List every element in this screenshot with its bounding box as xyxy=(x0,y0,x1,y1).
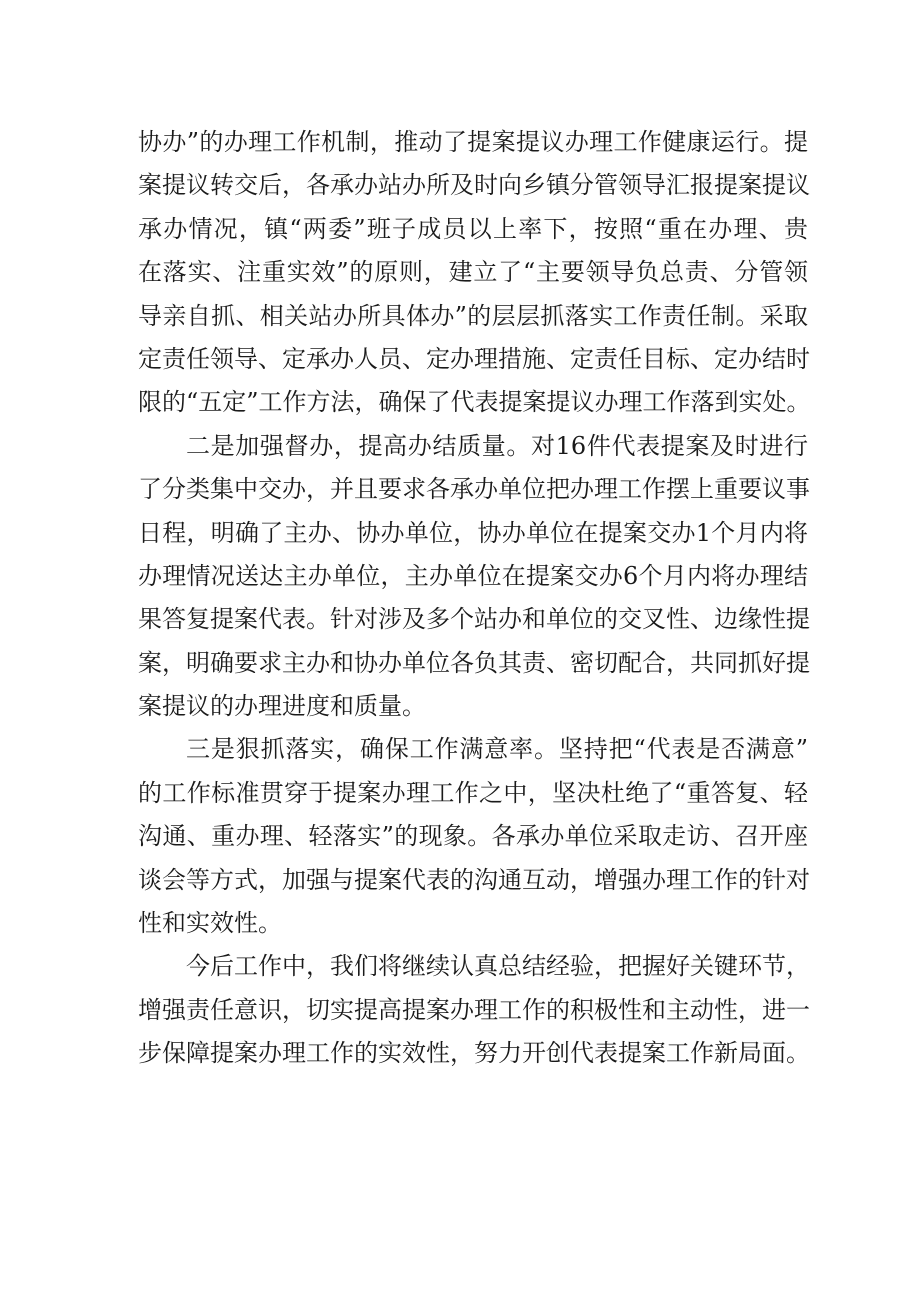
text-line: 限的“五定”工作方法，确保了代表提案提议办理工作落到实处。 xyxy=(138,388,811,417)
text-line: 沟通、重办理、轻落实”的现象。各承办单位采取走访、召开座 xyxy=(138,822,808,851)
text-line: 性和实效性。 xyxy=(138,909,282,938)
text-line: 案提议的办理进度和质量。 xyxy=(138,692,426,721)
text-line: 协办”的办理工作机制，推动了提案提议办理工作健康运行。提 xyxy=(138,128,808,156)
text-line: 三是狠抓落实，确保工作满意率。坚持把“代表是否满意” xyxy=(186,735,808,764)
text-line: 了分类集中交办，并且要求各承办单位把办理工作摆上重要议事 xyxy=(138,475,810,504)
text-line: 步保障提案办理工作的实效性，努力开创代表提案工作新局面。 xyxy=(138,1039,810,1068)
text-line: 日程，明确了主办、协办单位，协办单位在提案交办1个月内将 xyxy=(138,518,808,547)
text-line: 办理情况送达主办单位，主办单位在提案交办6个月内将办理结 xyxy=(138,561,808,590)
text-line: 今后工作中，我们将继续认真总结经验，把握好关键环节， xyxy=(186,952,810,981)
text-line: 定责任领导、定承办人员、定办理措施、定责任目标、定办结时 xyxy=(138,344,810,373)
text-line: 承办情况，镇“两委”班子成员以上率下，按照“重在办理、贵 xyxy=(138,214,808,243)
text-line: 在落实、注重实效”的原则，建立了“主要领导负总责、分管领 xyxy=(138,258,808,287)
text-line: 增强责任意识，切实提高提案办理工作的积极性和主动性，进一 xyxy=(138,995,810,1024)
text-line: 案，明确要求主办和协办单位各负其责、密切配合，共同抓好提 xyxy=(138,648,810,677)
text-line: 导亲自抓、相关站办所具体办”的层层抓落实工作责任制。采取 xyxy=(138,301,808,330)
text-line: 果答复提案代表。针对涉及多个站办和单位的交叉性、边缘性提 xyxy=(138,605,810,634)
text-line: 谈会等方式，加强与提案代表的沟通互动，增强办理工作的针对 xyxy=(138,865,810,894)
document-body xyxy=(138,121,811,1076)
text-line: 二是加强督办，提高办结质量。对16件代表提案及时进行 xyxy=(186,431,808,460)
text-line: 的工作标准贯穿于提案办理工作之中，坚决杜绝了“重答复、轻 xyxy=(138,778,808,807)
text-line: 案提议转交后，各承办站办所及时向乡镇分管领导汇报提案提议 xyxy=(138,171,810,200)
